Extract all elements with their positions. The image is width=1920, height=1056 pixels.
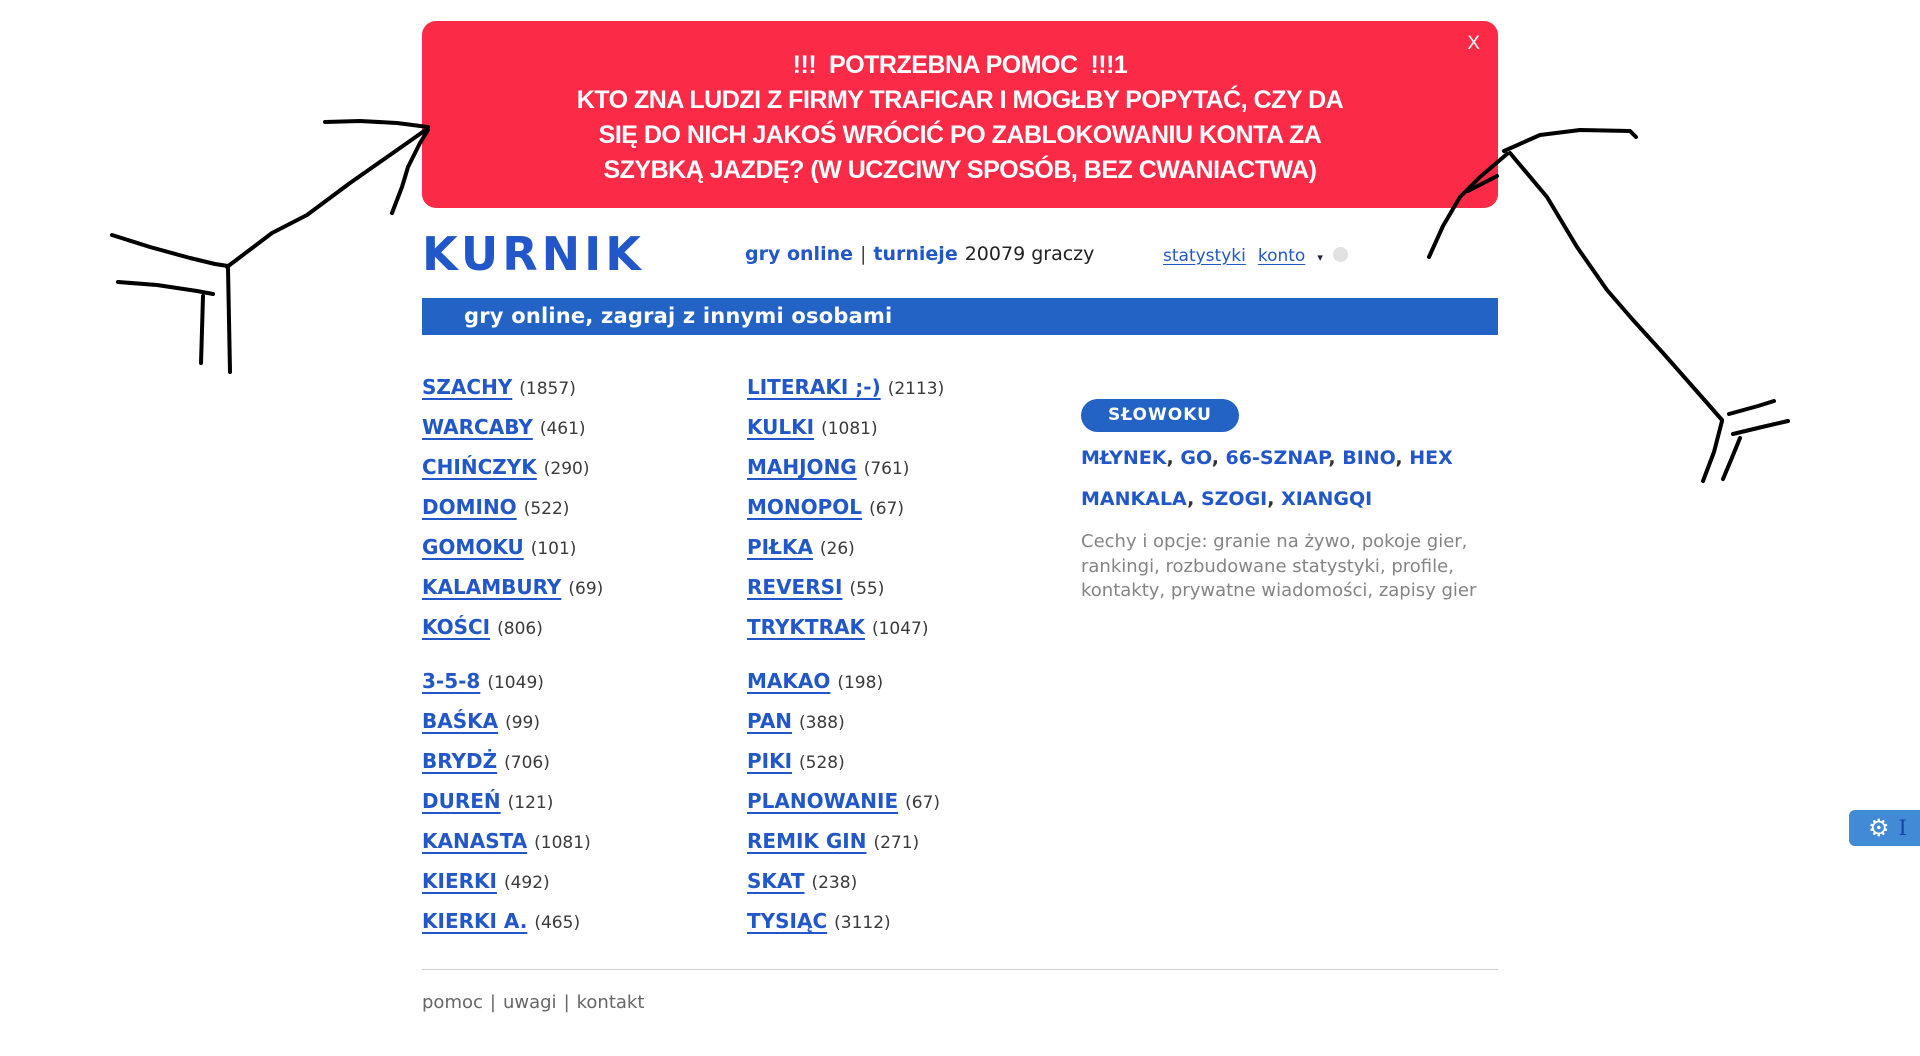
- game-count: (806): [497, 619, 543, 639]
- nav-gry-online-link[interactable]: gry online: [745, 243, 853, 265]
- description-line: kontakty, prywatne wiadomości, zapisy gier: [1081, 580, 1477, 601]
- game-link-makao[interactable]: MAKAO: [747, 669, 831, 693]
- page-container: [422, 0, 1498, 1056]
- game-link-reversi[interactable]: REVERSI: [747, 575, 843, 599]
- game-row: [747, 607, 1081, 647]
- side-link-xiangqi[interactable]: XIANGQI: [1281, 488, 1373, 510]
- game-link-tysi-c[interactable]: TYSIĄC: [747, 909, 828, 933]
- game-count: (522): [523, 499, 570, 519]
- banner-text-line: !!! POTRZEBNA POMOC !!!1: [792, 51, 1128, 79]
- banner-text: [422, 48, 1498, 188]
- players-count: 20079 graczy: [964, 243, 1095, 265]
- game-link-monopol[interactable]: MONOPOL: [747, 495, 863, 519]
- footer-divider: [422, 969, 1498, 970]
- game-link-gomoku[interactable]: GOMOKU: [422, 535, 524, 559]
- side-link-hex[interactable]: HEX: [1409, 447, 1453, 469]
- footer-links: [422, 992, 644, 1013]
- section-title-bar: gry online, zagraj z innymi osobami: [422, 298, 1498, 335]
- overlay-button-label: I: [1898, 816, 1907, 840]
- game-row: [747, 567, 1081, 607]
- game-link-kierki-a[interactable]: KIERKI A.: [422, 909, 528, 933]
- nav-konto-link[interactable]: konto: [1257, 246, 1306, 266]
- game-row: [422, 567, 747, 607]
- game-link-remik-gin[interactable]: REMIK GIN: [747, 829, 867, 853]
- notice-banner: [422, 21, 1498, 208]
- footer-link-pomoc[interactable]: pomoc: [422, 992, 483, 1013]
- game-row: [747, 407, 1081, 447]
- game-count: (2113): [887, 379, 945, 399]
- game-link-mahjong[interactable]: MAHJONG: [747, 455, 857, 479]
- footer-link-kontakt[interactable]: kontakt: [576, 992, 645, 1013]
- side-link-go[interactable]: GO: [1180, 447, 1212, 469]
- game-row: [422, 607, 747, 647]
- game-link-kierki[interactable]: KIERKI: [422, 869, 497, 893]
- game-link-dure[interactable]: DUREŃ: [422, 789, 501, 813]
- game-row: [422, 741, 747, 781]
- avatar[interactable]: [1333, 247, 1348, 262]
- game-row: [747, 367, 1081, 407]
- game-link-kalambury[interactable]: KALAMBURY: [422, 575, 562, 599]
- game-row: [422, 701, 747, 741]
- game-count: (101): [530, 539, 577, 559]
- game-count: (528): [799, 753, 845, 773]
- game-link-piki[interactable]: PIKI: [747, 749, 793, 773]
- game-row: [422, 781, 747, 821]
- kurnik-logo[interactable]: KURNIK: [422, 227, 645, 281]
- game-link-szachy[interactable]: SZACHY: [422, 375, 513, 399]
- game-row: [747, 861, 1081, 901]
- game-link-pan[interactable]: PAN: [747, 709, 793, 733]
- banner-text-line: SIĘ DO NICH JAKOŚ WRÓCIĆ PO ZABLOKOWANIU KONTA ZA: [598, 121, 1322, 149]
- game-list-column-2: [747, 367, 1081, 941]
- game-row: [747, 901, 1081, 941]
- game-count: (67): [905, 793, 941, 813]
- gear-icon[interactable]: ⚙: [1868, 814, 1890, 842]
- game-count: (69): [568, 579, 604, 599]
- game-group: [422, 661, 747, 941]
- game-count: (271): [873, 833, 920, 853]
- game-count: (706): [504, 753, 550, 773]
- game-count: (1049): [487, 673, 544, 693]
- game-count: (492): [503, 873, 550, 893]
- game-count: (3112): [834, 913, 891, 933]
- comma-separator: ,: [1211, 447, 1226, 469]
- game-row: [747, 781, 1081, 821]
- side-link-mankala[interactable]: MANKALA: [1081, 488, 1188, 510]
- game-count: (1081): [534, 833, 591, 853]
- comma-separator: ,: [1267, 488, 1282, 510]
- comma-separator: ,: [1395, 447, 1410, 469]
- side-link-bino[interactable]: BINO: [1342, 447, 1396, 469]
- game-count: (99): [505, 713, 541, 733]
- side-panel: [1081, 399, 1498, 604]
- features-description: [1081, 530, 1498, 604]
- description-line: rankingi, rozbudowane statystyki, profile,: [1081, 555, 1454, 577]
- game-count: (1081): [821, 419, 878, 439]
- banner-text-line: SZYBKĄ JAZDĘ? (W UCZCIWY SPOSÓB, BEZ CWANIACTWA): [603, 156, 1317, 184]
- game-count: (1047): [871, 619, 929, 639]
- footer-link-uwagi[interactable]: uwagi: [502, 992, 557, 1013]
- footer-separator: |: [489, 992, 496, 1013]
- game-link-pi-ka[interactable]: PIŁKA: [747, 535, 813, 559]
- game-link-skat[interactable]: SKAT: [747, 869, 805, 893]
- game-link-3-5-8[interactable]: 3-5-8: [422, 669, 481, 693]
- nav-statystyki-link[interactable]: statystyki: [1163, 246, 1246, 266]
- game-row: [422, 821, 747, 861]
- game-link-literaki[interactable]: LITERAKI ;-): [747, 375, 881, 399]
- game-row: [747, 741, 1081, 781]
- game-link-bryd[interactable]: BRYDŻ: [422, 749, 498, 773]
- game-link-ba-ka[interactable]: BAŚKA: [422, 709, 499, 733]
- nav-separator: |: [860, 243, 867, 265]
- game-link-kanasta[interactable]: KANASTA: [422, 829, 528, 853]
- comma-separator: ,: [1187, 488, 1201, 510]
- side-links-line-2: [1081, 479, 1498, 520]
- nav-turnieje-link[interactable]: turnieje: [873, 243, 958, 265]
- game-count: (67): [869, 499, 904, 519]
- footer-separator: |: [563, 992, 570, 1013]
- game-row: [422, 661, 747, 701]
- game-row: [422, 407, 747, 447]
- banner-text-line: KTO ZNA LUDZI Z FIRMY TRAFICAR I MOGŁBY POPYTAĆ, CZY DA: [576, 86, 1344, 114]
- description-line: Cechy i opcje: granie na żywo, pokoje gier,: [1081, 531, 1468, 552]
- side-links-line-1: [1081, 438, 1498, 479]
- game-list-column-1: [422, 367, 747, 941]
- game-row: [422, 901, 747, 941]
- side-link-m-ynek[interactable]: MŁYNEK: [1081, 447, 1167, 469]
- game-row: [747, 527, 1081, 567]
- header: [422, 227, 1498, 290]
- game-row: [422, 487, 747, 527]
- game-link-warcaby[interactable]: WARCABY: [422, 415, 533, 439]
- chevron-down-icon[interactable]: ▾: [1317, 251, 1323, 264]
- game-link-domino[interactable]: DOMINO: [422, 495, 517, 519]
- game-link-ko-ci[interactable]: KOŚCI: [422, 615, 491, 639]
- game-link-chi-czyk[interactable]: CHIŃCZYK: [422, 455, 537, 479]
- comma-separator: ,: [1166, 447, 1181, 469]
- game-count: (238): [811, 873, 858, 893]
- game-count: (388): [799, 713, 845, 733]
- close-icon[interactable]: X: [1467, 33, 1480, 54]
- game-group: [747, 367, 1081, 647]
- game-row: [747, 661, 1081, 701]
- game-count: (761): [863, 459, 910, 479]
- header-nav-left: [745, 243, 1094, 265]
- game-count: (1857): [519, 379, 576, 399]
- game-group: [747, 661, 1081, 941]
- game-link-tryktrak[interactable]: TRYKTRAK: [747, 615, 865, 639]
- game-row: [747, 447, 1081, 487]
- game-row: [747, 821, 1081, 861]
- side-link-66-sznap[interactable]: 66-SZNAP: [1225, 447, 1329, 469]
- game-count: (55): [849, 579, 885, 599]
- slowoku-button[interactable]: SŁOWOKU: [1081, 399, 1239, 432]
- game-link-kulki[interactable]: KULKI: [747, 415, 815, 439]
- game-count: (198): [837, 673, 884, 693]
- settings-overlay-button[interactable]: [1849, 810, 1920, 846]
- game-link-planowanie[interactable]: PLANOWANIE: [747, 789, 899, 813]
- hand-drawn-arrow-left: [112, 121, 428, 372]
- game-row: [422, 367, 747, 407]
- side-link-szogi[interactable]: SZOGI: [1200, 488, 1268, 510]
- game-count: (465): [534, 913, 581, 933]
- game-count: (26): [819, 539, 855, 559]
- game-count: (290): [543, 459, 590, 479]
- game-row: [422, 861, 747, 901]
- game-group: [422, 367, 747, 647]
- game-count: (121): [507, 793, 554, 813]
- game-row: [747, 701, 1081, 741]
- game-row: [422, 447, 747, 487]
- game-row: [747, 487, 1081, 527]
- game-count: (461): [539, 419, 586, 439]
- comma-separator: ,: [1328, 447, 1343, 469]
- header-nav-right: [1163, 246, 1348, 266]
- game-row: [422, 527, 747, 567]
